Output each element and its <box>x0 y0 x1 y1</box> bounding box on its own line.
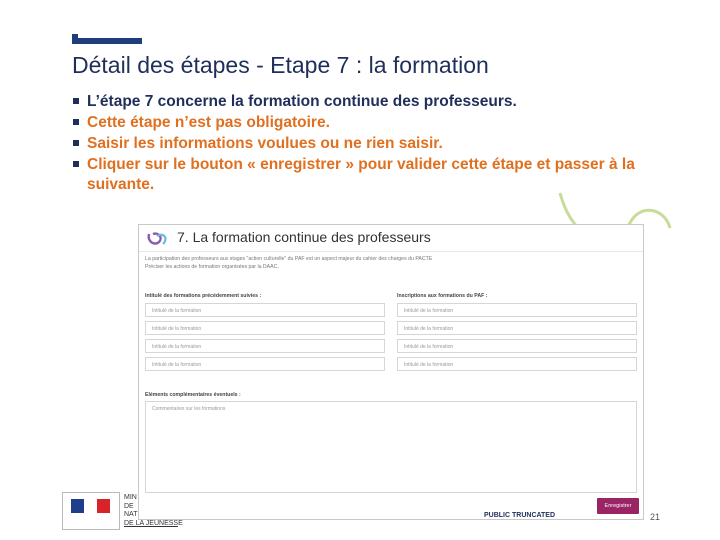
slide-title: Détail des étapes - Etape 7 : la formation <box>72 52 489 78</box>
app-logo-icon <box>145 230 169 248</box>
paf-training-field[interactable]: Intitulé de la formation <box>397 321 637 335</box>
title-accent-bar <box>72 34 142 44</box>
ministry-logo-text: MIN DE NAT DE LA JEUNESSE <box>124 494 183 527</box>
bullet-list <box>72 92 692 196</box>
comments-textarea[interactable]: Commentaires sur les formations <box>145 401 637 493</box>
intro-line: Préciser les actions de formation organisées par la DAAC. <box>145 264 279 270</box>
form-screenshot <box>138 224 644 520</box>
previous-training-field[interactable]: Intitulé de la formation <box>145 339 385 353</box>
previous-trainings-label: Intitulé des formations précédemment suivies : <box>145 293 262 299</box>
form-header <box>139 225 643 252</box>
bullet-item: Cliquer sur le bouton « enregistrer » pour valider cette étape et passer à la suivante. <box>72 155 692 195</box>
extra-info-label: Eléments complémentaires éventuels : <box>145 392 241 398</box>
bullet-item: Saisir les informations voulues ou ne rien saisir. <box>72 134 692 154</box>
previous-training-field[interactable]: Intitulé de la formation <box>145 357 385 371</box>
paf-training-field[interactable]: Intitulé de la formation <box>397 357 637 371</box>
save-button[interactable]: Enregistrer <box>597 498 639 514</box>
paf-registrations-label: Inscriptions aux formations du PAF : <box>397 293 488 299</box>
paf-training-field[interactable]: Intitulé de la formation <box>397 303 637 317</box>
intro-line: La participation des professeurs aux stages "action culturelle" du PAF est un aspect majeur du cahier des charges du PACTE <box>145 256 433 262</box>
page-number: 21 <box>650 512 661 522</box>
ministry-logo <box>62 492 183 530</box>
form-intro <box>145 255 625 271</box>
previous-training-field[interactable]: Intitulé de la formation <box>145 321 385 335</box>
bullet-item: L’étape 7 concerne la formation continue des professeurs. <box>72 92 692 112</box>
footer-text: PUBLIC TRUNCATED <box>484 512 556 519</box>
paf-training-field[interactable]: Intitulé de la formation <box>397 339 637 353</box>
french-flag-icon <box>71 499 111 513</box>
previous-training-field[interactable]: Intitulé de la formation <box>145 303 385 317</box>
bullet-item: Cette étape n’est pas obligatoire. <box>72 113 692 133</box>
form-title: 7. La formation continue des professeurs <box>177 229 431 245</box>
